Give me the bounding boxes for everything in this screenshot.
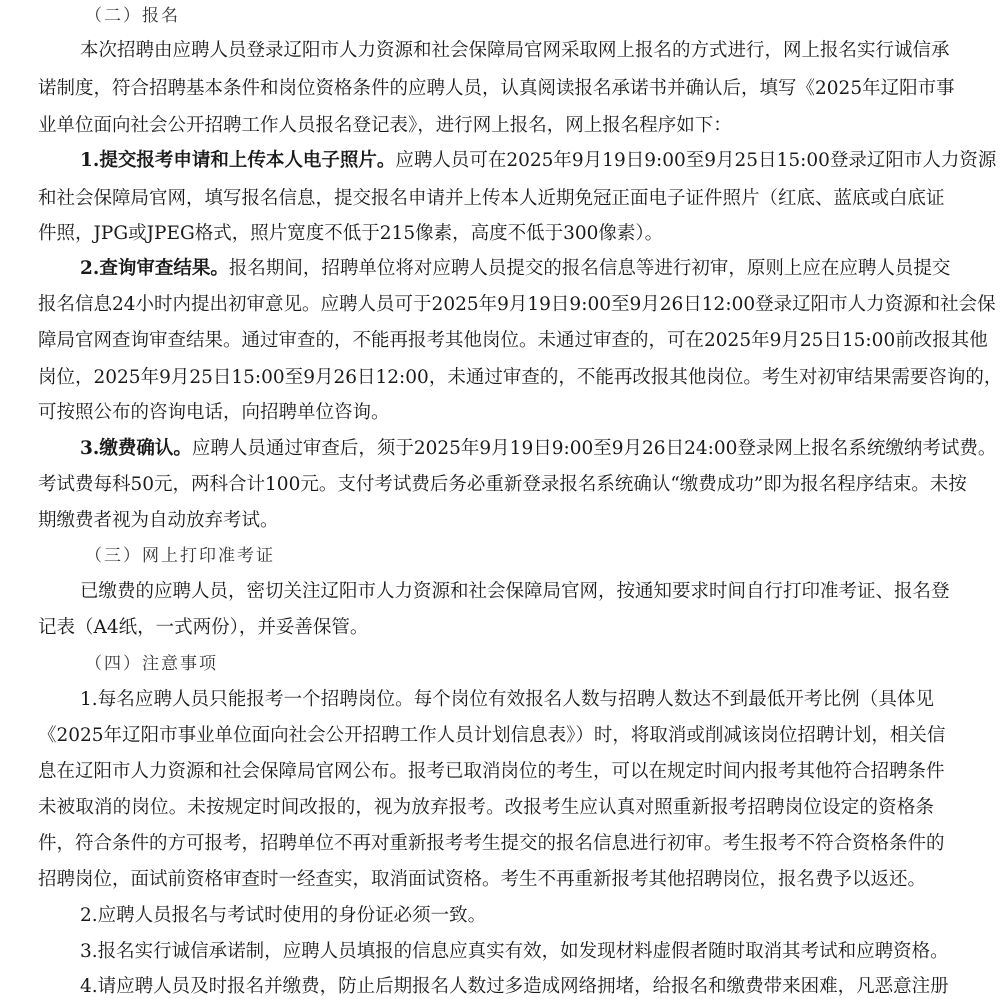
paragraph-line: 已缴费的应聘人员，密切关注辽阳市人力资源和社会保障局官网，按通知要求时间自行打印准考证、报名登: [80, 581, 950, 602]
note-1-line: 件，符合条件的方可报考，招聘单位不再对重新报考考生提交的报名信息进行初审。考生报考不符合资格条件的: [38, 833, 945, 854]
item-3-first-line: [80, 437, 997, 461]
item-2-first-line: [80, 257, 951, 281]
paragraph-line: 可按照公布的咨询电话，向招聘单位咨询。: [38, 402, 390, 423]
paragraph-line: 期缴费者视为自动放弃考试。: [38, 510, 279, 531]
paragraph-line: 诺制度，符合招聘基本条件和岗位资格条件的应聘人员，认真阅读报名承诺书并确认后，填写《2025年辽阳市事: [38, 78, 955, 99]
paragraph-line: 件照，JPG或JPEG格式，照片宽度不低于215像素，高度不低于300像素）。: [38, 223, 664, 244]
note-1-line: 未被取消的岗位。未按规定时间改报的，视为放弃报考。改报考生应认真对照重新报考招聘岗位设定的资格条: [38, 797, 934, 818]
paragraph-line: 障局官网查询审查结果。通过审查的，不能再报考其他岗位。未通过审查的，可在2025年9月25日15:00前改报其他: [38, 330, 988, 351]
item-2-title: 2.查询审查结果。: [80, 258, 229, 279]
item-1-first-line: [80, 149, 997, 173]
note-1-line: 招聘岗位，面试前资格审查时一经查实，取消面试资格。考生不再重新报考其他招聘岗位，报名费予以返还。: [38, 869, 927, 890]
section-heading-registration: （二）报名: [85, 6, 180, 26]
paragraph-line: 和社会保障局官网，填写报名信息，提交报名申请并上传本人近期免冠正面电子证件照片（红底、蓝底或白底证: [38, 188, 945, 209]
paragraph-line: 岗位，2025年9月25日15:00至9月26日12:00，未通过审查的，不能再改报其他岗位。考生对初审结果需要咨询的，: [38, 367, 1002, 388]
note-2: 2.应聘人员报名与考试时使用的身份证必须一致。: [80, 905, 487, 926]
note-1-line: 息在辽阳市人力资源和社会保障局官网公布。报考已取消岗位的考生，可以在规定时间内报考其他符合招聘条件: [38, 761, 945, 782]
paragraph-line: 业单位面向社会公开招聘工作人员报名登记表》，进行网上报名，网上报名程序如下：: [38, 115, 732, 136]
item-1-text: 应聘人员可在2025年9月19日9:00至9月25日15:00登录辽阳市人力资源: [395, 150, 997, 171]
section-heading-notes: （四）注意事项: [85, 654, 218, 674]
note-1-line: 《2025年辽阳市事业单位面向社会公开招聘工作人员计划信息表》）时，将取消或削减该岗位招聘计划，相关信: [38, 725, 946, 746]
item-1-title: 1.提交报考申请和上传本人电子照片。: [80, 150, 396, 171]
note-1-line: 1.每名应聘人员只能报考一个招聘岗位。每个岗位有效报名人数与招聘人数达不到最低开考比例（具体见: [80, 689, 934, 710]
paragraph-line: 记表（A4纸，一式两份），并妥善保管。: [38, 617, 369, 638]
item-3-text: 应聘人员通过审查后，须于2025年9月19日9:00至9月26日24:00登录网上报名系统缴纳考试费。: [191, 438, 997, 459]
item-2-text: 报名期间，招聘单位将对应聘人员提交的报名信息等进行初审，原则上应在应聘人员提交: [228, 258, 951, 279]
note-4: 4.请应聘人员及时报名并缴费，防止后期报名人数过多造成网络拥堵，给报名和缴费带来困难，凡恶意注册: [80, 976, 949, 997]
note-3: 3.报名实行诚信承诺制，应聘人员填报的信息应真实有效，如发现材料虚假者随时取消其考试和应聘资格。: [80, 941, 949, 962]
paragraph-line: 报名信息24小时内提出初审意见。应聘人员可于2025年9月19日9:00至9月26日12:00登录辽阳市人力资源和社会保: [38, 294, 996, 315]
section-heading-admission-ticket: （三）网上打印准考证: [85, 546, 275, 566]
paragraph-line: 考试费每科50元，两科合计100元。支付考试费后务必重新登录报名系统确认“缴费成功”即为报名程序结束。未按: [38, 474, 967, 495]
item-3-title: 3.缴费确认。: [80, 438, 192, 459]
paragraph-line: 本次招聘由应聘人员登录辽阳市人力资源和社会保障局官网采取网上报名的方式进行，网上报名实行诚信承: [80, 40, 950, 61]
